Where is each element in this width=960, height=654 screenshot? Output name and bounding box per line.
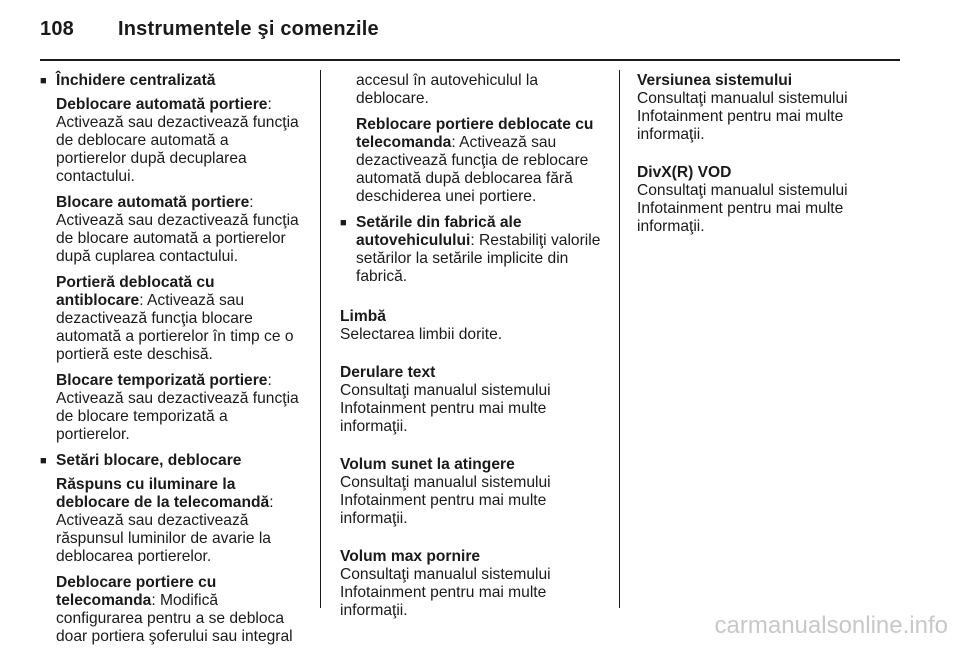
setting-desc: : Modifică configurarea pentru a se debloca doar portiera şoferului sau integral — [56, 592, 293, 645]
column-divider-1 — [320, 70, 321, 608]
setting-term: Portieră deblocată cu antiblocare — [56, 274, 215, 309]
setting-term: Reblocare portiere deblocate cu telecomanda — [356, 116, 594, 151]
setting-term: Deblocare automată portiere — [56, 96, 268, 113]
setting-term: Blocare temporizată portiere — [56, 372, 268, 389]
setting-item — [40, 574, 302, 646]
setting-item — [40, 96, 302, 186]
bullet-central-locking: ■ Închidere centralizată — [40, 72, 302, 90]
column-1 — [40, 72, 302, 654]
bullet-factory-settings — [340, 214, 602, 286]
setting-desc: : Restabiliţi valorile setărilor la setările implicite din fabrică. — [356, 232, 601, 285]
setting-item — [40, 194, 302, 266]
setting-item — [40, 476, 302, 566]
setting-desc: : Activează sau dezactivează funcţia de reblocare automată după deblocarea fără deschiderea unei portiere. — [356, 134, 589, 205]
section-text-scroll — [340, 364, 602, 436]
section-divx-vod — [637, 164, 899, 236]
page-title: Instrumentele şi comenzile — [118, 18, 379, 40]
section-text: Consultaţi manualul sistemului Infotainment pentru mai multe informaţii. — [637, 90, 848, 143]
section-title: Versiunea sistemului — [637, 72, 793, 89]
section-title: Limbă — [340, 308, 386, 325]
setting-term: Blocare automată portiere — [56, 194, 250, 211]
setting-term: Setările din fabrică ale autovehiculului — [356, 214, 522, 249]
section-text: Selectarea limbii dorite. — [340, 326, 503, 343]
setting-item — [40, 372, 302, 444]
section-system-version — [637, 72, 899, 144]
watermark: carmanualsonline.info — [714, 612, 948, 639]
section-text: Consultaţi manualul sistemului Infotainment pentru mai multe informaţii. — [340, 382, 551, 435]
setting-desc: : Activează sau dezactivează funcţia de deblocare automată a portierelor după decuplarea contactului. — [56, 96, 299, 185]
section-title: DivX(R) VOD — [637, 164, 732, 181]
section-max-startup-volume — [340, 548, 602, 620]
setting-item — [340, 116, 602, 206]
section-language — [340, 308, 602, 344]
setting-item — [40, 274, 302, 364]
setting-desc: : Activează sau dezactivează răspunsul luminilor de avarie la deblocarea portierelor. — [56, 494, 274, 565]
header-rule — [40, 59, 900, 61]
section-title: Derulare text — [340, 364, 436, 381]
column-2 — [340, 72, 602, 640]
bullet-lock-unlock-settings: ■ Setări blocare, deblocare — [40, 452, 302, 470]
setting-term: Răspuns cu iluminare la deblocare de la telecomandă — [56, 476, 270, 511]
page-header — [40, 18, 379, 41]
section-text: Consultaţi manualul sistemului Infotainment pentru mai multe informaţii. — [637, 182, 848, 235]
column-3 — [637, 72, 899, 256]
column-divider-2 — [619, 70, 620, 608]
setting-desc: : Activează sau dezactivează funcţia de blocare temporizată a portierelor. — [56, 372, 299, 443]
setting-term: Deblocare portiere cu telecomanda — [56, 574, 217, 609]
setting-desc: : Activează sau dezactivează funcţia blocare automată a portierelor în timp ce o portieră este deschisă. — [56, 292, 294, 363]
section-text: Consultaţi manualul sistemului Infotainment pentru mai multe informaţii. — [340, 474, 551, 527]
section-touch-volume — [340, 456, 602, 528]
section-text: Consultaţi manualul sistemului Infotainment pentru mai multe informaţii. — [340, 566, 551, 619]
section-title: Volum max pornire — [340, 548, 481, 565]
page-number: 108 — [40, 18, 74, 40]
continued-text: accesul în autovehiculul la deblocare. — [356, 72, 539, 107]
setting-desc: : Activează sau dezactivează funcţia de blocare automată a portierelor după cuplarea contactului. — [56, 194, 299, 265]
section-title: Volum sunet la atingere — [340, 456, 515, 473]
